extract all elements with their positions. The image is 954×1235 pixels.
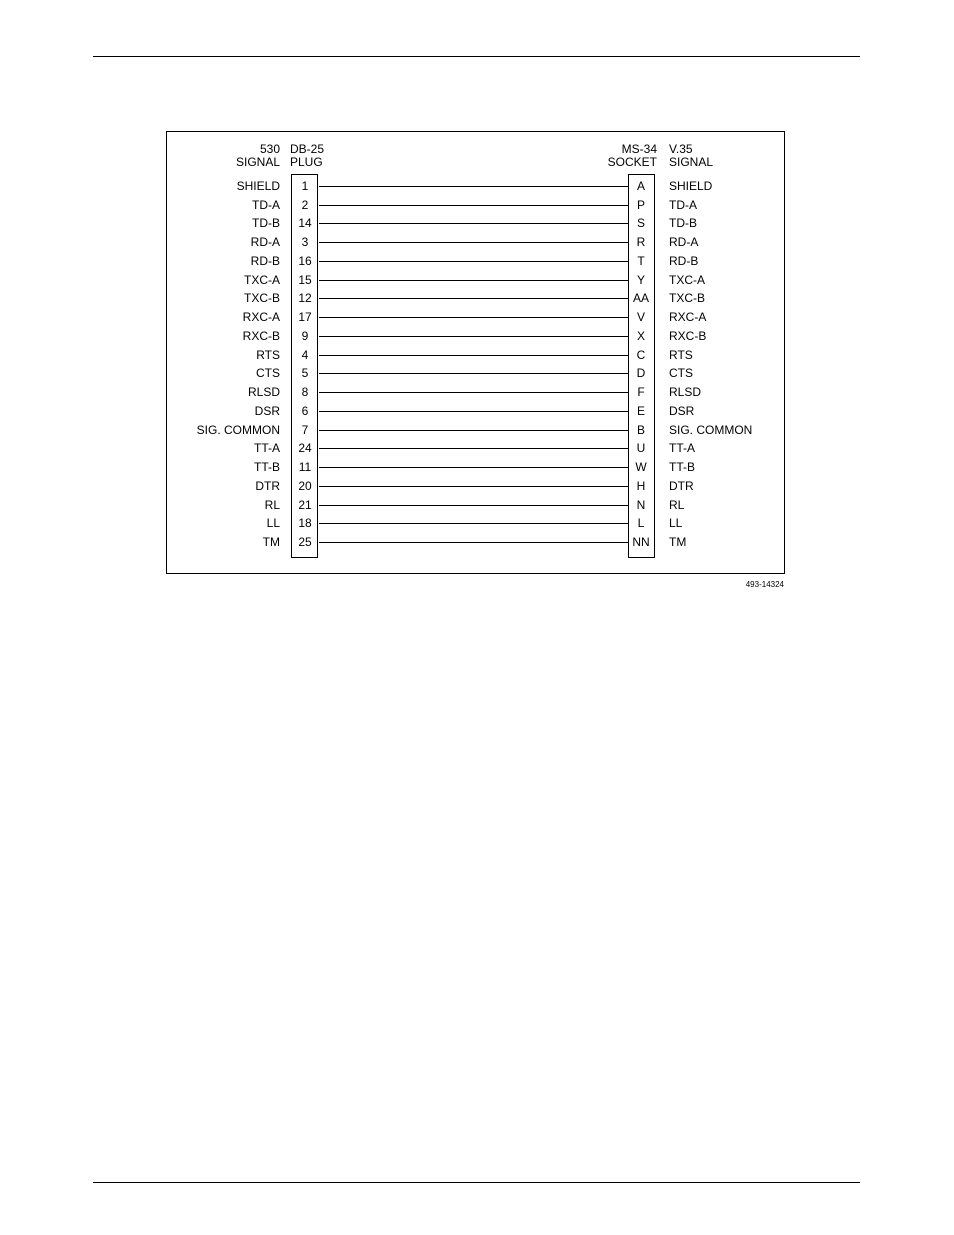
right-pin-letter: C xyxy=(636,347,646,362)
wire xyxy=(319,523,628,524)
wire xyxy=(319,355,628,356)
right-signal-label: TD-A xyxy=(669,197,697,212)
left-signal-label: LL xyxy=(266,516,280,531)
left-signal-label: DTR xyxy=(255,478,280,493)
left-pin-number: 11 xyxy=(298,460,312,475)
left-pin-number: 8 xyxy=(301,385,309,400)
left-signal-label: RL xyxy=(264,497,280,512)
left-pin-number: 14 xyxy=(298,216,312,231)
right-pin-letter: U xyxy=(636,441,646,456)
left-signal-label: TT-B xyxy=(254,460,280,475)
left-signal-label: TM xyxy=(262,535,280,550)
left-pin-number: 16 xyxy=(298,253,312,268)
right-pin-letter: F xyxy=(637,385,645,400)
right-signal-label: SIG. COMMON xyxy=(669,422,753,437)
left-pin-number: 20 xyxy=(298,478,312,493)
right-signal-header-line2: SIGNAL xyxy=(669,155,714,169)
left-pin-number: 4 xyxy=(301,347,309,362)
left-signal-label: RTS xyxy=(256,347,280,362)
right-pin-letter: Y xyxy=(636,272,645,287)
right-pin-letter: V xyxy=(636,310,645,325)
right-connector-header-line2: SOCKET xyxy=(607,155,657,169)
right-signal-label: CTS xyxy=(669,366,693,381)
wire xyxy=(319,336,628,337)
left-signal-label: TD-B xyxy=(252,216,280,231)
right-pin-letter: D xyxy=(636,366,646,381)
right-signal-label: RD-B xyxy=(669,253,699,268)
right-connector-header xyxy=(580,143,657,169)
wire xyxy=(319,411,628,412)
right-signal-label: RLSD xyxy=(669,385,702,400)
right-pin-letter: H xyxy=(636,478,646,493)
left-signal-label: RXC-A xyxy=(242,310,280,325)
wire xyxy=(319,205,628,206)
right-signal-label: SHIELD xyxy=(669,179,713,193)
right-pin-letter: P xyxy=(636,197,645,212)
left-pin-number: 9 xyxy=(301,328,309,343)
right-signal-label: LL xyxy=(669,516,683,531)
wire xyxy=(319,186,628,187)
top-rule xyxy=(93,56,860,57)
right-pin-letter: R xyxy=(636,235,646,250)
wire xyxy=(319,242,628,243)
right-pin-letter: B xyxy=(636,422,645,437)
left-signal-header-line2: SIGNAL xyxy=(235,155,280,169)
left-pin-number: 5 xyxy=(301,366,309,381)
right-signal-label: TXC-A xyxy=(669,272,705,287)
right-pin-letter: S xyxy=(636,216,645,231)
right-signal-header xyxy=(669,143,713,169)
right-pin-letter: A xyxy=(636,179,645,193)
left-signal-header xyxy=(220,143,280,169)
left-connector-header-line1: DB-25 xyxy=(290,142,325,156)
right-pin-letter: AA xyxy=(632,291,649,306)
left-pin-number: 3 xyxy=(301,235,309,250)
left-pin-number: 2 xyxy=(301,197,309,212)
left-signal-label: TD-A xyxy=(252,197,280,212)
bottom-rule xyxy=(93,1182,860,1183)
right-signal-label: TT-B xyxy=(669,460,695,475)
right-signal-label: TD-B xyxy=(669,216,697,231)
left-signal-label: TXC-A xyxy=(244,272,280,287)
left-pin-number: 18 xyxy=(298,516,312,531)
left-pin-number: 6 xyxy=(301,403,309,418)
wire xyxy=(319,486,628,487)
right-signal-label: TXC-B xyxy=(669,291,705,306)
right-connector-header-line1: MS-34 xyxy=(621,142,657,156)
right-signal-label: RXC-B xyxy=(669,328,707,343)
right-signal-label: RL xyxy=(669,497,685,512)
left-pin-number: 1 xyxy=(301,179,309,193)
right-signal-label: RTS xyxy=(669,347,693,362)
right-signal-label: DSR xyxy=(669,403,695,418)
wire xyxy=(319,467,628,468)
right-pin-letter: E xyxy=(636,403,645,418)
right-pin-letter: X xyxy=(636,328,645,343)
wire xyxy=(319,317,628,318)
left-pin-number: 7 xyxy=(301,422,309,437)
left-pin-number: 15 xyxy=(298,272,312,287)
right-signal-label: RD-A xyxy=(669,235,699,250)
wire xyxy=(319,448,628,449)
right-signal-header-line1: V.35 xyxy=(669,142,693,156)
wire xyxy=(319,223,628,224)
left-signal-label: RLSD xyxy=(247,385,280,400)
left-signal-label: RD-B xyxy=(250,253,280,268)
left-signal-header-line1: 530 xyxy=(259,142,280,156)
left-pin-number: 24 xyxy=(298,441,312,456)
wire xyxy=(319,261,628,262)
right-pin-letter: N xyxy=(636,497,646,512)
left-signal-label: SIG. COMMON xyxy=(196,422,280,437)
wire xyxy=(319,430,628,431)
left-signal-label: RD-A xyxy=(250,235,280,250)
left-connector-header-line2: PLUG xyxy=(290,155,323,169)
right-signal-label: TT-A xyxy=(669,441,695,456)
left-signal-label: RXC-B xyxy=(242,328,280,343)
wire xyxy=(319,542,628,543)
left-signal-label: TT-A xyxy=(254,441,280,456)
right-pin-letter: NN xyxy=(632,535,650,550)
wire xyxy=(319,298,628,299)
left-signal-label: TXC-B xyxy=(244,291,280,306)
left-pin-number: 21 xyxy=(298,497,312,512)
left-connector-header xyxy=(290,143,324,169)
right-pin-letter: L xyxy=(637,516,645,531)
wire xyxy=(319,373,628,374)
left-pin-number: 17 xyxy=(298,310,312,325)
left-pin-number: 25 xyxy=(298,535,312,550)
right-signal-label: DTR xyxy=(669,478,694,493)
left-signal-label: CTS xyxy=(256,366,280,381)
wire xyxy=(319,505,628,506)
right-pin-letter: T xyxy=(637,253,645,268)
wire xyxy=(319,280,628,281)
left-pin-number: 12 xyxy=(298,291,312,306)
wire xyxy=(319,392,628,393)
right-pin-letter: W xyxy=(635,460,647,475)
right-signal-label: TM xyxy=(669,535,687,550)
left-signal-label: SHIELD xyxy=(236,179,280,193)
left-signal-label: DSR xyxy=(254,403,280,418)
right-signal-label: RXC-A xyxy=(669,310,707,325)
figure-id: 493-14324 xyxy=(745,580,784,589)
